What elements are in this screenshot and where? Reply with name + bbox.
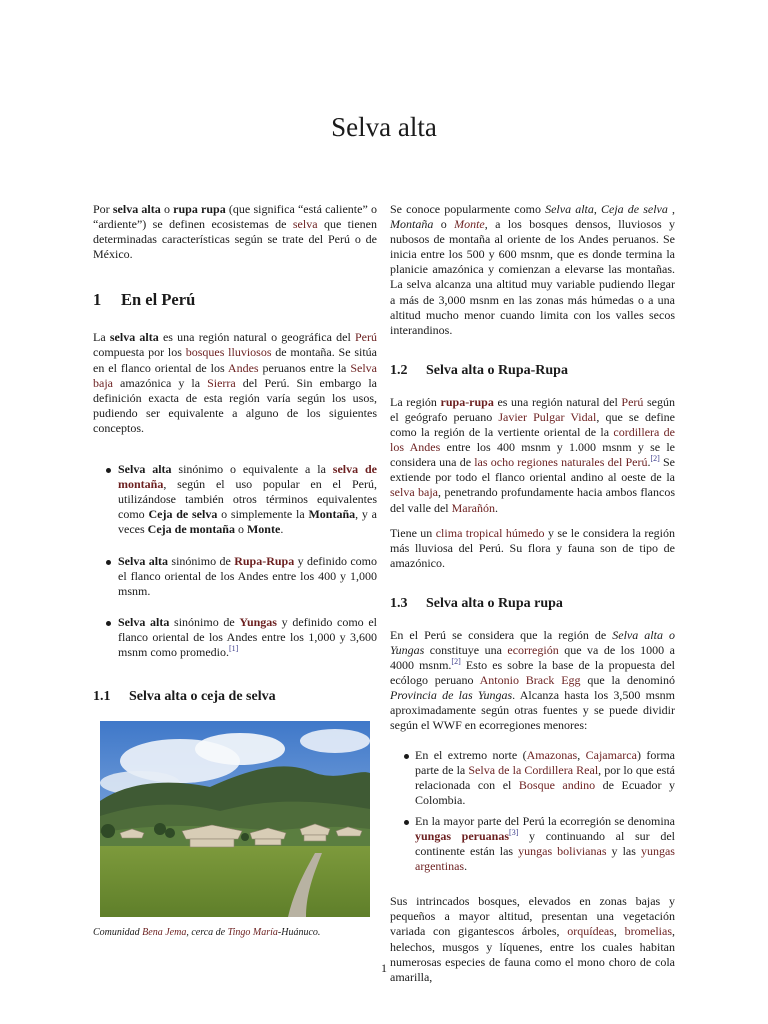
text: (que significa “está caliente” o “ardiente”) se definen ecosistemas de <box>93 202 377 232</box>
term: Selva alta o Yungas <box>390 627 675 657</box>
text: , penetrando profundamente hacia ambos flancos del valle del <box>390 485 675 515</box>
text: es una región natural o geográfica del <box>158 330 355 345</box>
ecoregion-list <box>390 748 675 875</box>
subsection-title: Selva alta o Rupa-Rupa <box>426 362 568 378</box>
reference-link[interactable]: [2] <box>650 454 660 464</box>
text: sinónimo de <box>169 614 240 629</box>
link-selva-de-montana[interactable]: selva de montaña <box>118 462 377 492</box>
term: Montaña <box>308 507 356 522</box>
text: de Ecuador y Colombia. <box>415 777 675 807</box>
text: La región <box>390 394 441 409</box>
link-antonio-brack-egg[interactable]: Antonio Brack Egg <box>479 673 581 688</box>
term: Ceja de selva <box>148 507 218 522</box>
text: y definido como el flanco oriental de los Andes entre los 400 y 1,000 msnm. <box>118 553 378 598</box>
text: Comunidad <box>93 927 143 939</box>
link-bromelias[interactable]: bromelias <box>624 924 672 939</box>
text: . <box>464 859 468 874</box>
page-number: 1 <box>381 961 387 975</box>
text: de montaña. Se sitúa en el flanco oriental de los <box>93 345 377 375</box>
text: sinónimo de <box>168 553 235 568</box>
term: Selva alta <box>545 202 594 216</box>
text: , <box>613 924 625 939</box>
link-bosque-andino[interactable]: Bosque andino <box>518 777 596 792</box>
photo-bena-jema-village <box>100 721 370 917</box>
link-maranon[interactable]: Marañón <box>451 500 495 515</box>
text: entre los 400 msnm y 1.000 msnm y se le considera una de <box>390 440 675 470</box>
text: . <box>647 455 651 470</box>
text: , y a veces <box>118 507 378 537</box>
text: Por <box>93 202 113 216</box>
text: y continuando al sur del continente están las <box>415 829 675 859</box>
text: amazónica y la <box>113 375 208 390</box>
text: y se le considera la región más lluviosa del Perú. Su flora y fauna son de tipo de amazónico. <box>390 525 676 570</box>
link-orquideas[interactable]: orquídeas <box>567 924 614 939</box>
link-clima-tropical-humedo[interactable]: clima tropical húmedo <box>435 525 545 540</box>
text: constituye una <box>424 642 508 657</box>
text: Se conoce popularmente como <box>390 202 546 216</box>
text: , helechos, musgos y líquenes, entre los cuales habitan numerosas especies de fauna como el mono choro de cola amarilla, <box>390 924 675 984</box>
paragraph-clima <box>390 526 675 571</box>
term-selva-alta: selva alta <box>109 330 159 345</box>
text: del Perú. Sin embargo la definición exacta de esta región varía según los usos, pudiendo ser equivalente a alguno de los siguientes conceptos. <box>93 375 377 435</box>
text: La <box>93 330 110 345</box>
text: Esto es sobre la base de la propuesta del ecólogo peruano <box>390 658 676 688</box>
text: . <box>494 500 498 515</box>
text: Tiene un <box>390 525 436 540</box>
text: o <box>433 217 455 232</box>
link-sierra[interactable]: Sierra <box>207 375 236 390</box>
text: -Huánuco. <box>277 927 321 939</box>
reference-link[interactable]: [2] <box>451 657 461 667</box>
text: En el extremo norte ( <box>415 747 527 762</box>
text: , <box>667 202 676 216</box>
section-number: 1 <box>93 290 102 310</box>
term: Selva alta <box>118 553 169 568</box>
text: o <box>234 522 247 537</box>
link-bosques-lluviosos[interactable]: bosques lluviosos <box>185 345 272 360</box>
text: y definido como el flanco oriental de los Andes entre los 1,000 y 3,600 msnm como promedio. <box>118 614 377 659</box>
link-monte[interactable]: Monte <box>454 217 485 232</box>
term: Monte <box>246 522 281 537</box>
subsection-title: Selva alta o Rupa rupa <box>426 595 563 611</box>
list-item <box>390 748 675 808</box>
text: es una región natural del <box>493 394 622 409</box>
text: , cerca de <box>186 927 228 939</box>
link-ocho-regiones[interactable]: las ocho regiones naturales del Perú <box>474 455 648 470</box>
paragraph-ecorregion <box>390 628 675 734</box>
link-yungas-argentinas[interactable]: yungas argentinas <box>415 844 675 874</box>
link-cordillera-de-los-andes[interactable]: cordillera de los Andes <box>390 425 675 455</box>
text: , <box>593 202 601 216</box>
list-item <box>93 462 377 537</box>
paragraph-conocida-como <box>390 202 675 338</box>
link-ecorregion[interactable]: ecorregión <box>507 642 559 657</box>
link-yungas[interactable]: Yungas <box>239 614 277 629</box>
section-title: En el Perú <box>121 290 196 310</box>
text: Se extiende por todo el flanco oriental andino al oeste de la <box>390 455 675 485</box>
text: . <box>280 522 284 537</box>
term: Selva alta <box>118 462 172 477</box>
section-heading-en-el-peru <box>93 290 377 310</box>
link-bena-jema[interactable]: Bena Jema <box>142 927 187 939</box>
term: Provincia de las Yungas <box>390 688 513 703</box>
link-yungas-bolivianas[interactable]: yungas bolivianas <box>518 844 607 859</box>
definition-list <box>93 462 377 660</box>
link-cajamarca[interactable]: Cajamarca <box>585 747 637 762</box>
paragraph-region-natural <box>93 330 377 436</box>
reference-link[interactable]: [1] <box>229 643 239 653</box>
page-title: Selva alta <box>331 112 437 142</box>
text: que tienen determinadas características según se trate del Perú o de México. <box>93 217 377 262</box>
text: según el geógrafo peruano <box>390 394 675 424</box>
text: En la mayor parte del Perú la ecorregión se denomina <box>415 813 675 828</box>
link-amazonas[interactable]: Amazonas <box>526 747 578 762</box>
term: Ceja de selva <box>601 202 668 216</box>
text: o simplemente la <box>217 507 309 522</box>
term: Montaña <box>390 217 434 232</box>
term: Selva alta <box>118 614 170 629</box>
link-tingo-maria[interactable]: Tingo María <box>227 927 278 939</box>
link-rupa-rupa[interactable]: Rupa-Rupa <box>234 553 295 568</box>
right-column <box>390 202 675 995</box>
intro-paragraph <box>93 202 377 262</box>
subsection-number: 1.1 <box>93 689 111 705</box>
text: que la denominó <box>580 673 675 688</box>
subsection-title: Selva alta o ceja de selva <box>129 689 276 705</box>
text: Sus intrincados bosques, elevados en zonas bajas y pequeños a mayor altitud, presentan una vegetación variada con gigantescos árboles, <box>390 894 675 939</box>
text: , <box>577 747 586 762</box>
link-selva[interactable]: selva <box>292 217 318 232</box>
text: que va de los 1000 a 4000 msnm. <box>390 642 675 673</box>
text: , según el uso popular en el Perú, utilizándose también otros términos equivalentes como <box>118 477 377 522</box>
subsection-number: 1.2 <box>390 362 408 378</box>
subsection-heading-1-3 <box>390 595 675 612</box>
text: compuesta por los <box>93 345 186 360</box>
link-selva-baja[interactable]: Selva baja <box>93 360 377 390</box>
link-rupa-rupa[interactable]: rupa-rupa <box>440 394 494 409</box>
reference-link[interactable]: [3] <box>509 828 519 837</box>
text: sinónimo o equivalente a la <box>171 462 333 477</box>
text: ) forma parte de la <box>415 747 676 777</box>
subsection-number: 1.3 <box>390 595 408 611</box>
text: peruanos entre la <box>258 360 351 375</box>
text: , que se define como la región de la vertiente oriental de la <box>390 409 675 440</box>
text: o <box>160 202 174 216</box>
link-javier-pulgar-vidal[interactable]: Javier Pulgar Vidal <box>498 409 597 424</box>
text: . Alcanza hasta los 3,500 msnm aproximadamente según otras fuentes y se puede dividir según el WWF en ecorregiones menores: <box>390 688 676 733</box>
term-rupa-rupa: rupa rupa <box>173 202 226 216</box>
text: , a los bosques densos, lluviosos y nubosos de montaña al oriente de los Andes peruanos. Se inicia entre los 500 y 600 msnm, que es donde termina la planicie amazónica y comienzan a elevarse las montañas. La selva alcanza una altitud muy variable pudiendo llegar a más de 3,000 msnm en las zonas más húmedas o a una altitud mucho menor cuando limita con los valles secos interandinos. <box>390 217 675 337</box>
term-selva-alta: selva alta <box>112 202 161 216</box>
link-peru[interactable]: Perú <box>355 330 377 345</box>
photo-caption <box>93 925 377 940</box>
link-andes[interactable]: Andes <box>227 360 259 375</box>
text: y las <box>606 844 641 859</box>
subsection-heading-1-1 <box>93 688 377 705</box>
list-item <box>93 554 377 599</box>
subsection-heading-1-2 <box>390 362 675 379</box>
left-column <box>93 202 377 940</box>
text: , por lo que está relacionada con el <box>415 762 676 792</box>
text: En el Perú se considera que la región de <box>390 627 613 642</box>
link-yungas-peruanas[interactable]: yungas peruanas <box>415 829 510 843</box>
list-item <box>390 814 675 874</box>
link-peru[interactable]: Perú <box>621 394 644 409</box>
list-item <box>93 615 377 660</box>
link-selva-cordillera-real[interactable]: Selva de la Cordillera Real <box>468 762 599 777</box>
link-selva-baja[interactable]: selva baja <box>390 485 438 500</box>
paragraph-rupa-rupa <box>390 395 675 516</box>
term: Ceja de montaña <box>147 522 235 537</box>
